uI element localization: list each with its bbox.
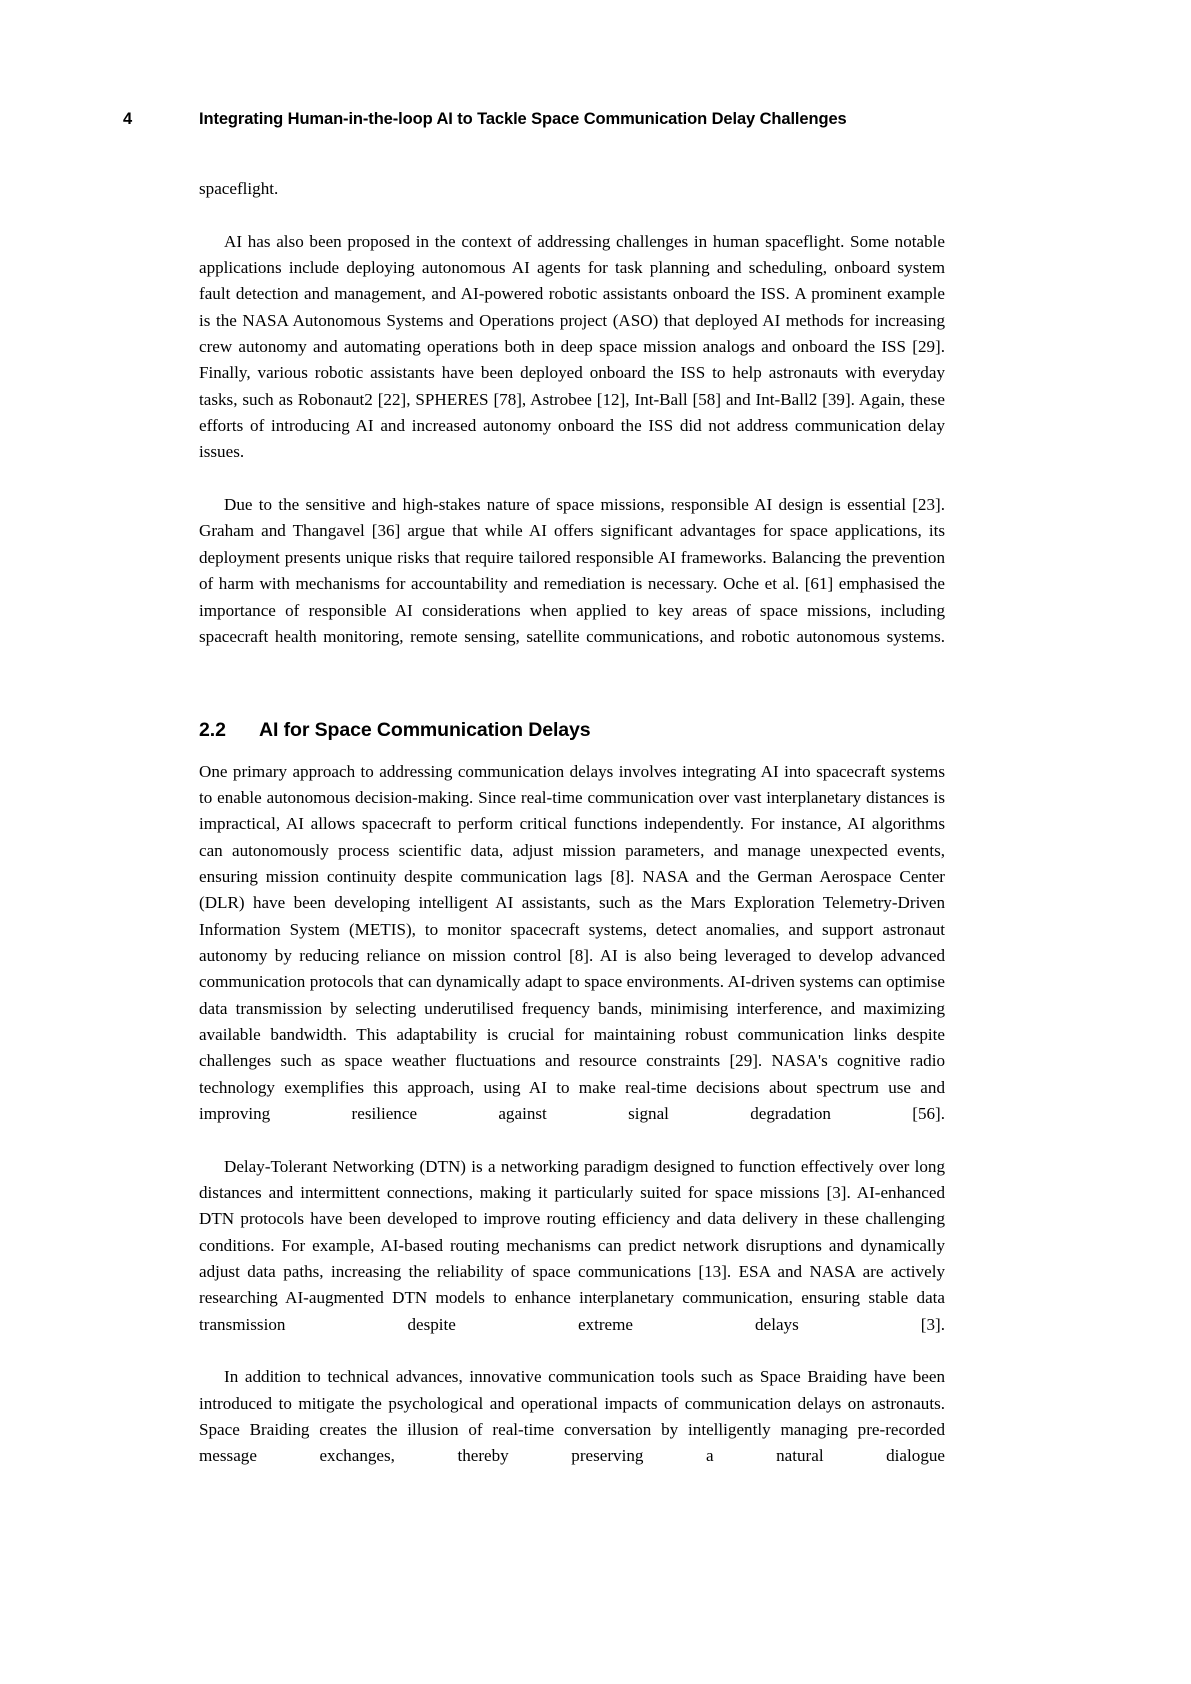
paragraph-ai-human-spaceflight: AI has also been proposed in the context of addressing challenges in human spaceflight. Some notable applications include deploying autonomous AI agents for task planning and scheduling, onboard system fault detection and management, and AI-powered robotic assistants onboard the ISS. A prominent example is the NASA Autonomous Systems and Operations project (ASO) that deployed AI methods for increasing crew autonomy and automating operations both in deep space mission analogs and onboard the ISS [29]. Finally, various robotic assistants have been deployed onboard the ISS to help astronauts with everyday tasks, such as Robonaut2 [22], SPHERES [78], Astrobee [12], Int-Ball [58] and Int-Ball2 [39]. Again, these efforts of introducing AI and increased autonomy onboard the ISS did not address communication delay issues. xyxy=(199,231,945,462)
heading-space-before xyxy=(199,677,945,718)
paragraph-dtn: Delay-Tolerant Networking (DTN) is a networking paradigm designed to function effectively over long distances and intermittent connections, making it particularly suited for space missions [3]. AI-enhanced DTN protocols have been developed to improve routing efficiency and data delivery in these challenging conditions. For example, AI-based routing mechanisms can predict network disruptions and dynamically adjust data paths, increasing the reliability of space communications [13]. ESA and NASA are actively researching AI-augmented DTN models to enhance interplanetary communication, ensuring stable data transmission despite extreme delays [3]. xyxy=(199,1156,945,1334)
section-number: 2.2 xyxy=(199,718,226,741)
page-number: 4 xyxy=(123,110,133,128)
paragraph-space-braiding: In addition to technical advances, innovative communication tools such as Space Braiding have been introduced to mitigate the psychological and operational impacts of communication delays on astronauts. Space Braiding creates the illusion of real-time conversation by intelligently managing pre-recorded message exchanges, thereby preserving a natural dialogue xyxy=(199,1367,945,1466)
paragraph-continuation: spaceflight. xyxy=(199,179,279,198)
heading-space-after xyxy=(199,742,945,759)
paragraph-responsible-ai: Due to the sensitive and high-stakes nature of space missions, responsible AI design is essential [23]. Graham and Thangavel [36] argue that while AI offers significant advantages for space applications, its deployment presents unique risks that require tailored responsible AI frameworks. Balancing the prevention of harm with mechanisms for accountability and remediation is necessary. Oche et al. [61] emphasised the importance of responsible AI considerations when applied to key areas of space missions, including spacecraft health monitoring, remote sensing, satellite communications, and robotic autonomous systems. xyxy=(199,495,945,646)
section-heading xyxy=(199,718,945,742)
text-column xyxy=(199,176,945,1496)
paragraph-ai-integration: One primary approach to addressing communication delays involves integrating AI into spacecraft systems to enable autonomous decision-making. Since real-time communication over vast interplanetary distances is impractical, AI allows spacecraft to perform critical functions independently. For instance, AI algorithms can autonomously process scientific data, adjust mission parameters, and manage unexpected events, ensuring mission continuity despite communication lags [8]. NASA and the German Aerospace Center (DLR) have been developing intelligent AI assistants, such as the Mars Exploration Telemetry-Driven Information System (METIS), to monitor spacecraft systems, detect anomalies, and support astronaut autonomy by reducing reliance on mission control [8]. AI is also being leveraged to develop advanced communication protocols that can dynamically adapt to space environments. AI-driven systems can optimise data transmission by selecting underutilised frequency bands, minimising interference, and maximizing available bandwidth. This adaptability is crucial for maintaining robust communication links despite challenges such as space weather fluctuations and resource constraints [29]. NASA's cognitive radio technology exemplifies this approach, using AI to make real-time decisions about spectrum use and improving resilience against signal degradation [56]. xyxy=(199,761,945,1123)
section-title: AI for Space Communication Delays xyxy=(259,718,591,741)
running-title: Integrating Human-in-the-loop AI to Tackle Space Communication Delay Challenges xyxy=(199,110,847,128)
running-head xyxy=(123,110,953,134)
